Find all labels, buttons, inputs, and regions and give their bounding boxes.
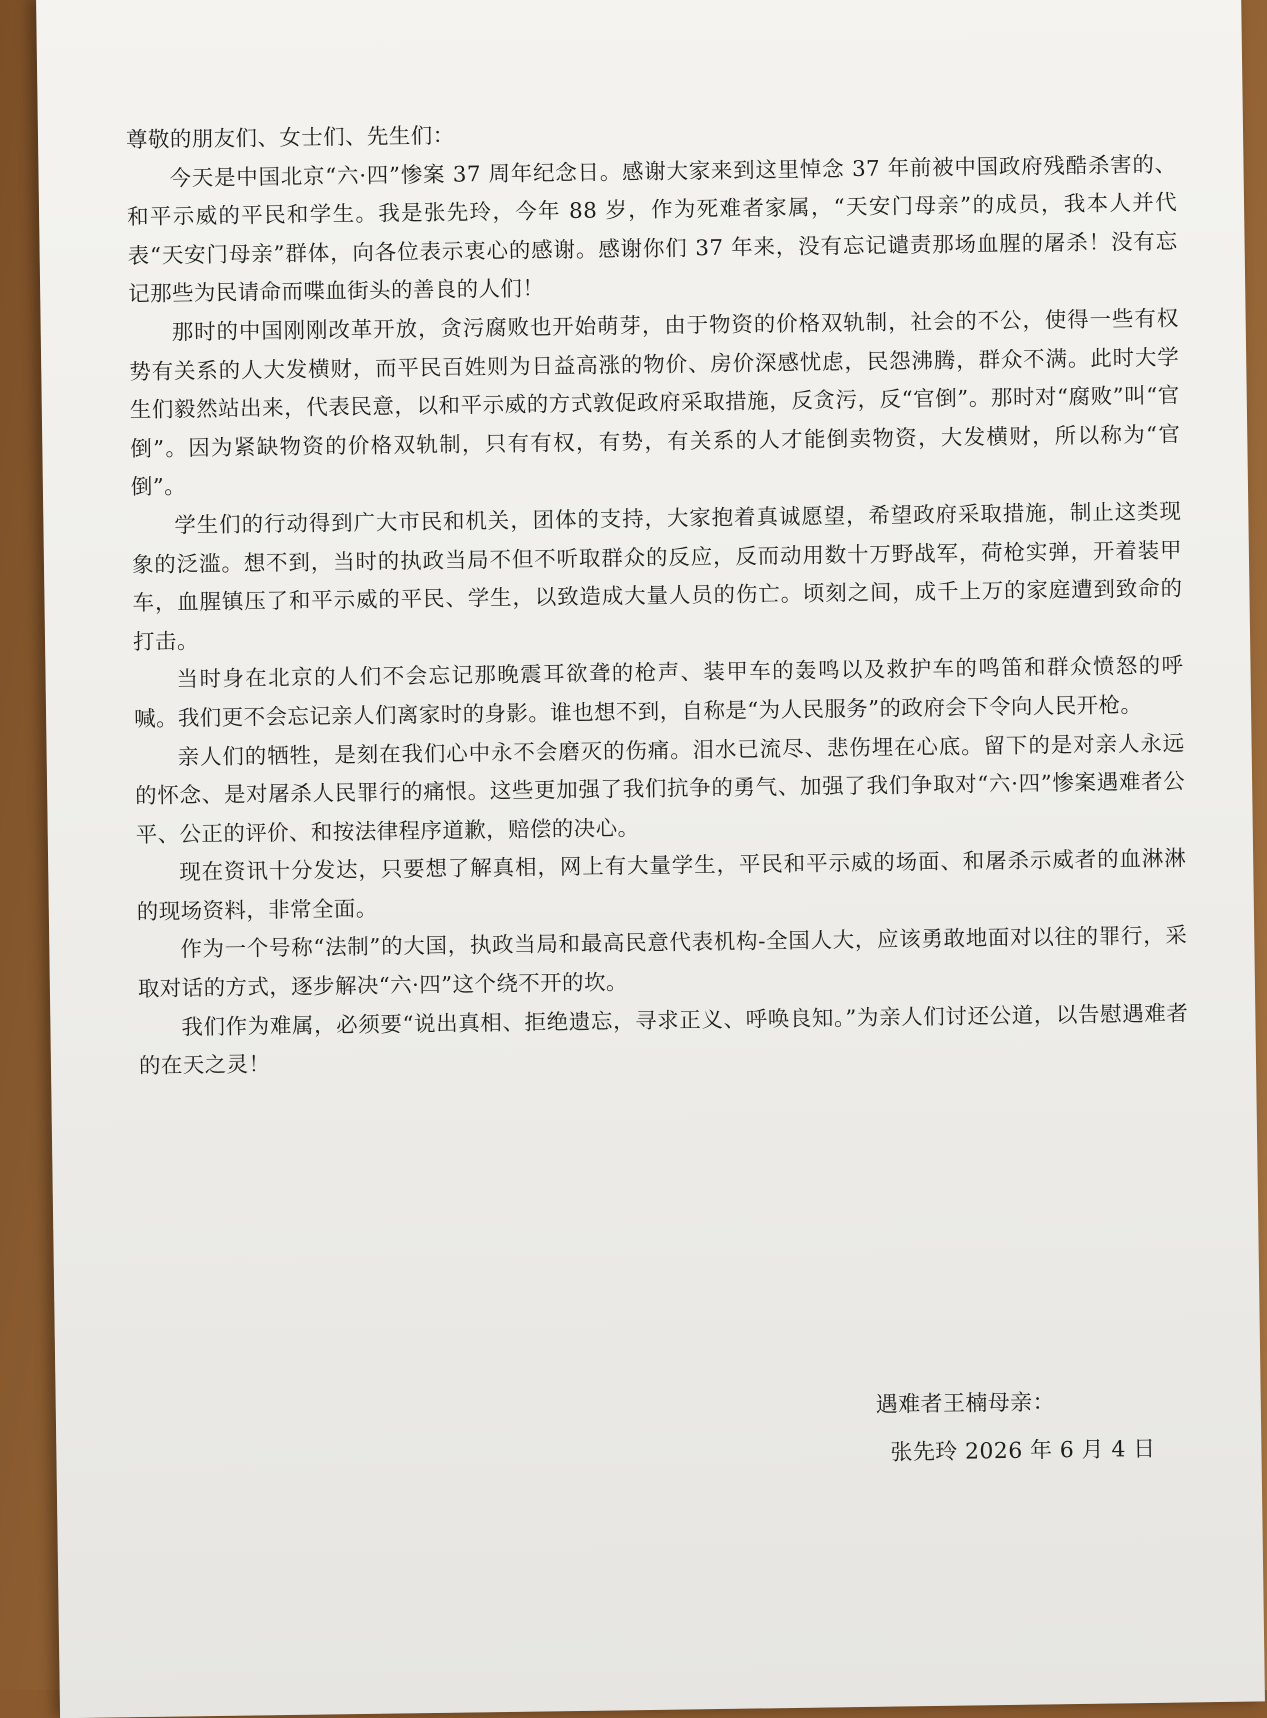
paper-sheet bbox=[36, 0, 1265, 1718]
paragraph-7: 作为一个号称“法制”的大国，执政当局和最高民意代表机构-全国人大，应该勇敢地面对以往的罪行，采取对话的方式，逐步解决“六·四”这个绕不开的坎。 bbox=[137, 923, 1188, 1003]
paragraph-8: 我们作为难属，必须要“说出真相、拒绝遗忘，寻求正义、呼唤良知。”为亲人们讨还公道，以告慰遇难者的在天之灵！ bbox=[138, 1001, 1189, 1080]
paragraph-3: 学生们的行动得到广大市民和机关，团体的支持，大家抱着真诚愿望，希望政府采取措施，制止这类现象的泛滥。想不到，当时的执政当局不但不听取群众的反应，反而动用数十万野战军，荷枪实弹，开着装甲车，血腥镇压了和平示威的平民、学生，以致造成大量人员的伤亡。顷刻之间，成千上万的家庭遭到致命的打击。 bbox=[131, 499, 1183, 655]
paragraph-5: 亲人们的牺牲，是刻在我们心中永不会磨灭的伤痛。泪水已流尽、悲伤埋在心底。留下的是对亲人永远的怀念、是对屠杀人民罪行的痛恨。这些更加强了我们抗争的勇气、加强了我们争取对“六·四”惨案遇难者公平、公正的评价、和按法律程序道歉，赔偿的决心。 bbox=[135, 730, 1186, 848]
signature-line-1: 遇难者王楠母亲： bbox=[875, 1390, 1056, 1418]
salutation: 尊敬的朋友们、女士们、先生们： bbox=[125, 123, 455, 154]
paragraph-6: 现在资讯十分发达，只要想了解真相，网上有大量学生，平民和平示威的场面、和屠杀示威者的血淋淋的现场资料，非常全面。 bbox=[136, 846, 1187, 925]
signature-line-2: 张先玲 2026 年 6 月 4 日 bbox=[890, 1436, 1156, 1466]
paragraph-1: 今天是中国北京“六·四”惨案 37 周年纪念日。感谢大家来到这里悼念 37 年前被中国政府残酷杀害的、和平示威的平民和学生。我是张先玲，今年 88 岁，作为死难者家属，“天安门母亲”的成员，我本人并代表“天安门母亲”群体，向各位表示衷心的感谢。感谢你们 37 年来，没有忘记谴责那场血腥的屠杀！没有忘记那些为民请命而喋血街头的善良的人们！ bbox=[126, 152, 1178, 308]
letter-body bbox=[126, 108, 1189, 1087]
paragraph-4: 当时身在北京的人们不会忘记那晚震耳欲聋的枪声、装甲车的轰鸣以及救护车的鸣笛和群众愤怒的呼喊。我们更不会忘记亲人们离家时的身影。谁也想不到，自称是“为人民服务”的政府会下令向人民开枪。 bbox=[133, 653, 1184, 733]
paragraph-2: 那时的中国刚刚改革开放，贪污腐败也开始萌芽，由于物资的价格双轨制，社会的不公，使得一些有权势有关系的人大发横财，而平民百姓则为日益高涨的物价、房价深感忧虑，民怨沸腾，群众不满。此时大学生们毅然站出来，代表民意，以和平示威的方式敦促政府采取措施，反贪污，反“官倒”。那时对“腐败”叫“官倒”。因为紧缺物资的价格双轨制，只有有权，有势，有关系的人才能倒卖物资，大发横财，所以称为“官倒”。 bbox=[129, 306, 1181, 501]
signature-block bbox=[875, 1378, 1155, 1478]
